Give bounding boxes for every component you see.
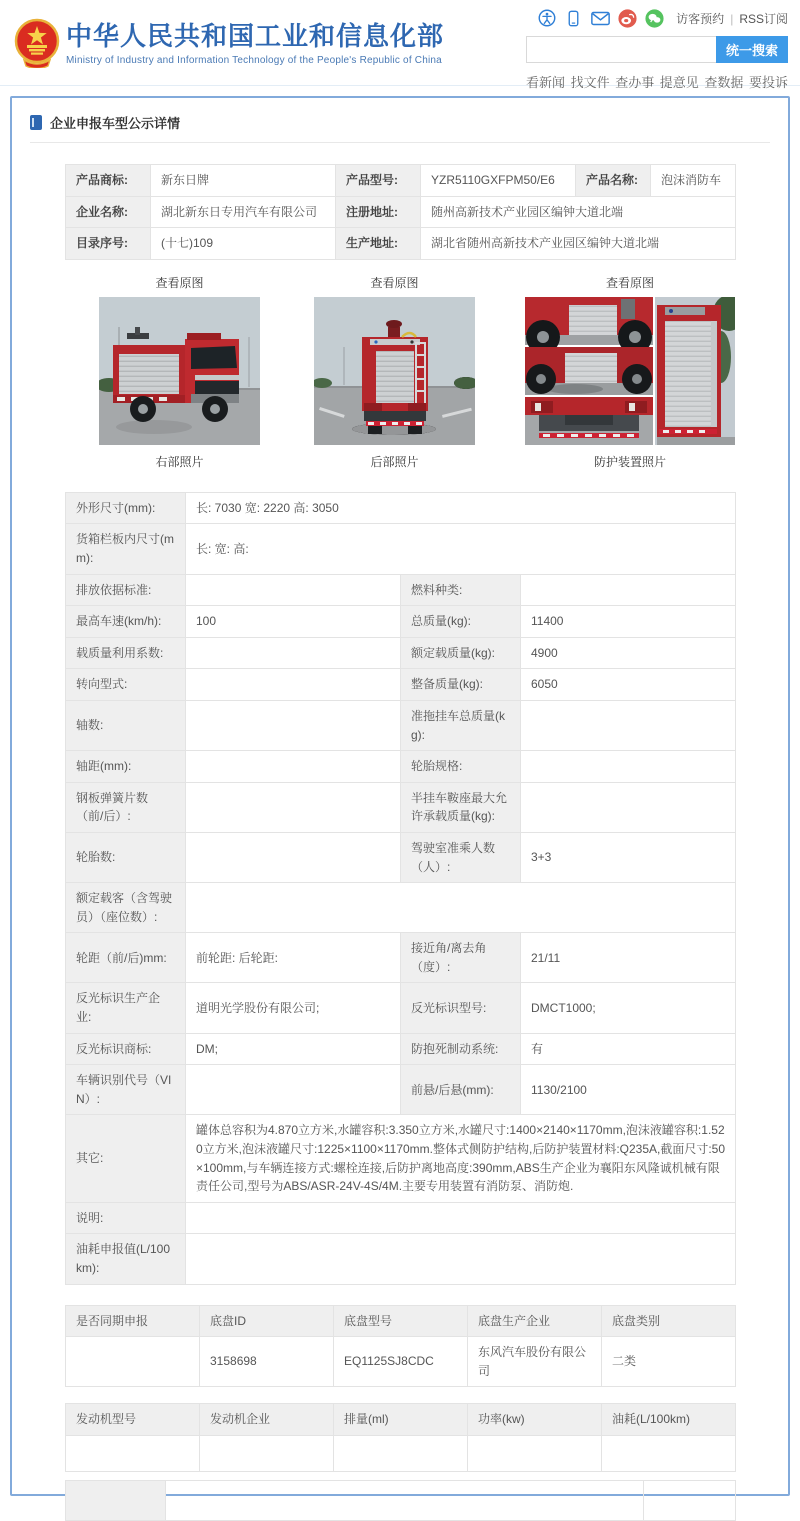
photo-rear (314, 274, 475, 470)
mail-icon[interactable] (591, 10, 610, 27)
photo-caption: 后部照片 (370, 454, 419, 469)
spec-value: 1130/2100 (521, 1065, 736, 1115)
table-row (66, 1033, 736, 1065)
info-label: 产品商标: (66, 165, 151, 197)
info-label: 目录序号: (66, 228, 151, 260)
table-row (66, 1202, 736, 1234)
content-box (10, 96, 790, 1496)
spec-label: 转向型式: (66, 669, 186, 701)
nav-item-news[interactable]: 看新闻 (526, 75, 566, 90)
spec-label: 半挂车鞍座最大允许承载质量(kg): (401, 782, 521, 832)
table-row (66, 883, 736, 933)
view-original-link[interactable]: 查看原图 (370, 275, 419, 290)
spec-value: 前轮距: 后轮距: (186, 933, 401, 983)
spec-label: 轴数: (66, 700, 186, 750)
table-row (66, 751, 736, 783)
partial-label-cell (66, 1480, 166, 1520)
spec-value: 道明光学股份有限公司; (186, 983, 401, 1033)
info-label: 企业名称: (66, 196, 151, 228)
chassis-header: 底盘类别 (602, 1305, 736, 1337)
spec-label: 轴距(mm): (66, 751, 186, 783)
document-icon (30, 115, 42, 130)
table-row (66, 669, 736, 701)
spec-value: 罐体总容积为4.870立方米,水罐容积:3.350立方米,水罐尺寸:1400×2140×1170mm,泡沫液罐容积:1.520立方米,泡沫液罐尺寸:1225×1100×1170mm.整体式侧防护结构,后防护装置材料:Q235A,截面尺寸:50×100mm,与车辆连接方式:螺栓连接,后防护离地高度:390mm,ABS生产企业为襄阳东风隆诚机械有限责任公司,型号为ABS/ASR-24V-4S/4M.主要专用装置有消防泵、消防炮. (186, 1115, 736, 1202)
spec-value (186, 751, 401, 783)
engine-value (200, 1435, 334, 1471)
engine-table (65, 1403, 736, 1472)
quick-links (676, 10, 788, 27)
brand-block (66, 21, 444, 66)
spec-value (186, 1065, 401, 1115)
table-row (66, 524, 736, 574)
nav-item-data[interactable]: 查数据 (704, 75, 744, 90)
spec-value: DMCT1000; (521, 983, 736, 1033)
spec-value: 4900 (521, 637, 736, 669)
table-row (66, 1337, 736, 1387)
chassis-header: 底盘ID (200, 1305, 334, 1337)
engine-value (602, 1435, 736, 1471)
chassis-header: 底盘型号 (334, 1305, 468, 1337)
engine-header: 功率(kw) (468, 1404, 602, 1436)
chassis-value: EQ1125SJ8CDC (334, 1337, 468, 1387)
chassis-value: 二类 (602, 1337, 736, 1387)
table-row (66, 1115, 736, 1202)
spec-value: 3+3 (521, 832, 736, 882)
view-original-link[interactable]: 查看原图 (155, 275, 204, 290)
chassis-header: 底盘生产企业 (468, 1305, 602, 1337)
spec-label: 轮胎数: (66, 832, 186, 882)
info-value: 泡沫消防车 (651, 165, 736, 197)
spec-label: 前悬/后悬(mm): (401, 1065, 521, 1115)
table-row (66, 637, 736, 669)
accessibility-icon[interactable] (537, 10, 556, 27)
spec-value: 长: 7030 宽: 2220 高: 3050 (186, 492, 736, 524)
table-row (66, 492, 736, 524)
spec-value (186, 669, 401, 701)
spec-label: 防抱死制动系统: (401, 1033, 521, 1065)
search-input[interactable] (526, 36, 716, 63)
title-divider (30, 142, 770, 143)
table-row (66, 983, 736, 1033)
weibo-icon[interactable] (618, 10, 637, 27)
spec-label: 最高车速(km/h): (66, 606, 186, 638)
site-header (0, 0, 800, 90)
spec-label: 载质量利用系数: (66, 637, 186, 669)
spec-value: 6050 (521, 669, 736, 701)
spec-value (521, 782, 736, 832)
spec-value (186, 1202, 736, 1234)
photo-caption: 右部照片 (155, 454, 204, 469)
spec-value (186, 700, 401, 750)
spec-label: 排放依据标准: (66, 574, 186, 606)
spec-value (521, 700, 736, 750)
spec-label: 反光标识生产企业: (66, 983, 186, 1033)
spec-label: 油耗申报值(L/100km): (66, 1234, 186, 1284)
engine-value (66, 1435, 200, 1471)
nav-item-complaint[interactable]: 要投诉 (748, 75, 788, 90)
partial-value-cell (644, 1480, 736, 1520)
table-row (66, 1435, 736, 1471)
extra-table-partial (65, 1480, 736, 1521)
right-side-photo[interactable] (99, 297, 260, 445)
search-button[interactable]: 统一搜索 (716, 36, 788, 63)
spec-value: DM; (186, 1033, 401, 1065)
mobile-icon[interactable] (564, 10, 583, 27)
visitor-appointment-link[interactable]: 访客预约 (676, 11, 725, 26)
spec-value (186, 574, 401, 606)
spec-label: 外形尺寸(mm): (66, 492, 186, 524)
photo-caption: 防护装置照片 (593, 454, 666, 469)
spec-value: 长: 宽: 高: (186, 524, 736, 574)
site-subtitle: Ministry of Industry and Information Technology of the People's Republic of China (66, 55, 442, 66)
table-row (66, 228, 736, 260)
table-row (66, 196, 736, 228)
engine-header: 油耗(L/100km) (602, 1404, 736, 1436)
spec-label: 反光标识商标: (66, 1033, 186, 1065)
spec-value (186, 832, 401, 882)
view-original-link[interactable]: 查看原图 (605, 275, 654, 290)
engine-header: 发动机型号 (66, 1404, 200, 1436)
spec-label: 燃料种类: (401, 574, 521, 606)
info-value: 随州高新技术产业园区编钟大道北端 (421, 196, 736, 228)
spec-value: 11400 (521, 606, 736, 638)
product-info-table (65, 164, 736, 260)
info-label: 注册地址: (336, 196, 421, 228)
info-value: 湖北省随州高新技术产业园区编钟大道北端 (421, 228, 736, 260)
spec-label: 货箱栏板内尺寸(mm): (66, 524, 186, 574)
info-value: (十七)109 (151, 228, 336, 260)
chassis-value: 东风汽车股份有限公司 (468, 1337, 602, 1387)
spec-label: 准拖挂车总质量(kg): (401, 700, 521, 750)
chassis-table (65, 1305, 736, 1388)
photo-protection (525, 274, 735, 470)
spec-label: 钢板弹簧片数（前/后）: (66, 782, 186, 832)
page-title: 企业申报车型公示详情 (50, 116, 181, 131)
spec-value: 21/11 (521, 933, 736, 983)
table-header-row (66, 1305, 736, 1337)
rss-link[interactable]: RSS订阅 (739, 11, 788, 26)
info-value: 湖北新东日专用汽车有限公司 (151, 196, 336, 228)
header-right (526, 8, 788, 91)
nav-item-services[interactable]: 查办事 (615, 75, 655, 90)
chassis-value: 3158698 (200, 1337, 334, 1387)
table-row (66, 574, 736, 606)
table-header-row (66, 1404, 736, 1436)
info-label: 产品名称: (576, 165, 651, 197)
spec-label: 轮距（前/后)mm: (66, 933, 186, 983)
spec-table (65, 492, 736, 1285)
engine-header: 排量(ml) (334, 1404, 468, 1436)
table-row (66, 782, 736, 832)
nav-item-documents[interactable]: 找文件 (570, 75, 610, 90)
spec-value (186, 637, 401, 669)
spec-value (186, 782, 401, 832)
wechat-icon[interactable] (645, 10, 664, 27)
spec-value: 100 (186, 606, 401, 638)
chassis-header: 是否同期申报 (66, 1305, 200, 1337)
spec-label: 说明: (66, 1202, 186, 1234)
header-nav (526, 72, 788, 91)
chassis-value (66, 1337, 200, 1387)
spec-label: 接近角/离去角（度）: (401, 933, 521, 983)
spec-label: 其它: (66, 1115, 186, 1202)
protection-device-photo[interactable] (525, 297, 735, 445)
spec-value (521, 574, 736, 606)
vehicle-photos (12, 274, 788, 469)
info-label: 生产地址: (336, 228, 421, 260)
table-row (66, 1234, 736, 1284)
engine-header: 发动机企业 (200, 1404, 334, 1436)
spec-label: 车辆识别代号（VIN）: (66, 1065, 186, 1115)
engine-value (334, 1435, 468, 1471)
table-row (66, 933, 736, 983)
spec-label: 整备质量(kg): (401, 669, 521, 701)
photo-right-side (99, 274, 260, 470)
info-label: 产品型号: (336, 165, 421, 197)
spec-value (186, 1234, 736, 1284)
spec-value: 有 (521, 1033, 736, 1065)
engine-value (468, 1435, 602, 1471)
table-row (66, 832, 736, 882)
table-row (66, 700, 736, 750)
spec-value (521, 751, 736, 783)
info-value: YZR5110GXFPM50/E6 (421, 165, 576, 197)
spec-label: 驾驶室准乘人数（人）: (401, 832, 521, 882)
table-row (66, 165, 736, 197)
rear-photo[interactable] (314, 297, 475, 445)
national-emblem-logo (14, 18, 60, 68)
site-title: 中华人民共和国工业和信息化部 (66, 21, 445, 51)
spec-label: 反光标识型号: (401, 983, 521, 1033)
table-row (66, 606, 736, 638)
partial-value-cell (166, 1480, 644, 1520)
quick-links-separator: | (730, 11, 734, 26)
spec-label: 轮胎规格: (401, 751, 521, 783)
table-row (66, 1065, 736, 1115)
table-row (66, 1480, 736, 1520)
nav-item-feedback[interactable]: 提意见 (659, 75, 699, 90)
spec-label: 额定载质量(kg): (401, 637, 521, 669)
spec-label: 总质量(kg): (401, 606, 521, 638)
spec-label: 额定载客（含驾驶员）（座位数）: (66, 883, 186, 933)
info-value: 新东日牌 (151, 165, 336, 197)
spec-value (186, 883, 736, 933)
